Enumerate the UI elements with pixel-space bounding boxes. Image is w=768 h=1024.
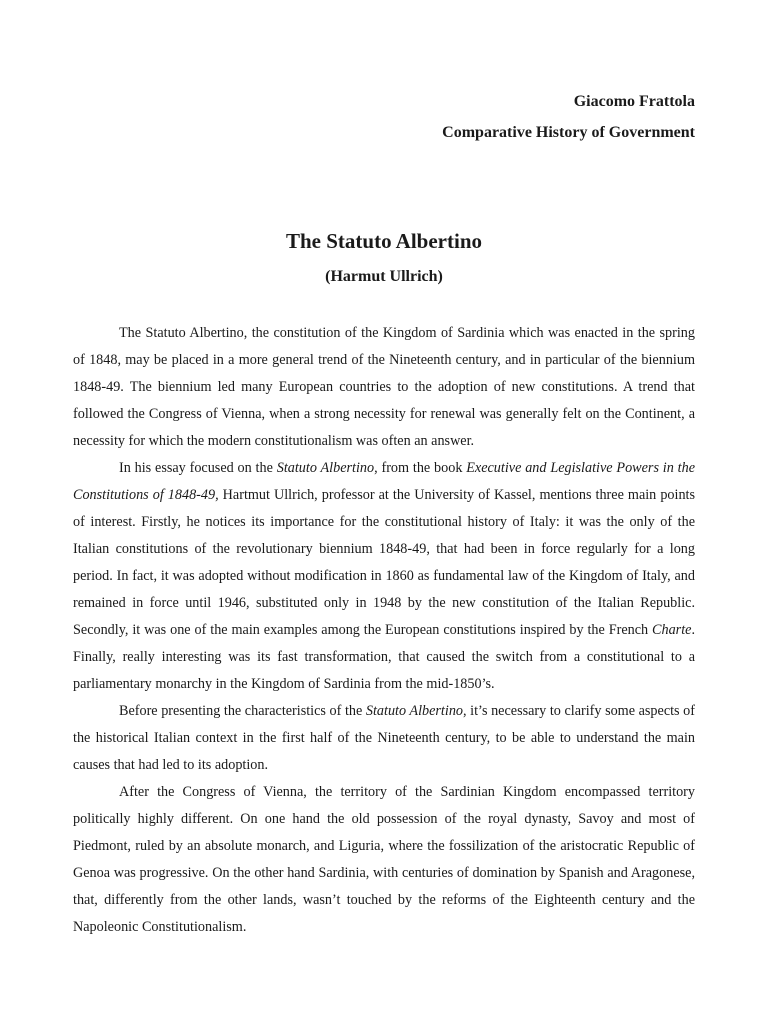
course-name: Comparative History of Government [442,124,695,141]
author-name: Giacomo Frattola [573,93,695,110]
paragraph-2-text-2: , from the book [374,460,467,476]
document-title: The Statuto Albertino [285,229,482,253]
paragraph-3 [73,698,695,779]
paragraph-2 [73,455,695,698]
paragraph-2-italic-3: Charte [652,622,692,638]
paragraph-3-text-2: , it’s necessary to clarify some aspects of the historical Italian context in the first half of the Nineteenth century, to be able to understand the main causes that had led to its adoption. [73,703,695,773]
paragraph-3-italic-1: Statuto Albertino [365,703,464,719]
paragraph-4: After the Congress of Vienna, the territory of the Sardinian Kingdom encompassed territory politically highly different. On one hand the old possession of the royal dynasty, Savoy and most of Piedmont, ruled by an absolute monarch, and Liguria, where the fossilization of the aristocratic Republic of Genoa was progressive. On the other hand Sardinia, with centuries of domination by Spanish and Aragonese, that, differently from the other lands, wasn’t touched by the reforms of the Eighteenth century and the Napoleonic Constitutionalism. [73,784,695,935]
paragraph-2-italic-2: Executive and Legislative Powers in the Constitutions of 1848-49, [73,460,695,503]
paragraph-2-text-3: Hartmut Ullrich, professor at the University of Kassel, mentions three main points of interest. Firstly, he notices its importance for the constitutional history of Italy: it was the only of the Italian constitutions of the revolutionary biennium 1848-49, that had been in force regularly for a long period. In fact, it was adopted without modification in 1860 as fundamental law of the Kingdom of Italy, and remained in force until 1946, substituted only in 1948 by the new constitution of the Italian Republic. Secondly, it was one of the main examples among the European constitutions inspired by the French [73,487,695,638]
document-body [73,320,695,941]
document-subtitle: (Harmut Ullrich) [325,268,443,285]
paragraph-2-text-4: . Finally, really interesting was its fast transformation, that caused the switch from a constitutional to a parliamentary monarchy in the Kingdom of Sardinia from the mid-1850’s. [73,622,695,692]
paragraph-3-text-1: Before presenting the characteristics of the [119,703,366,719]
paragraph-2-italic-1: Statuto Albertino [276,460,375,476]
paragraph-2-text-1: In his essay focused on the [119,460,277,476]
paragraph-1: The Statuto Albertino, the constitution of the Kingdom of Sardinia which was enacted in the spring of 1848, may be placed in a more general trend of the Nineteenth century, and in particular of the biennium 1848-49. The biennium led many European countries to the adoption of new constitutions. A trend that followed the Congress of Vienna, when a strong necessity for renewal was generally felt on the Continent, a necessity for which the modern constitutionalism was often an answer. [73,325,695,449]
